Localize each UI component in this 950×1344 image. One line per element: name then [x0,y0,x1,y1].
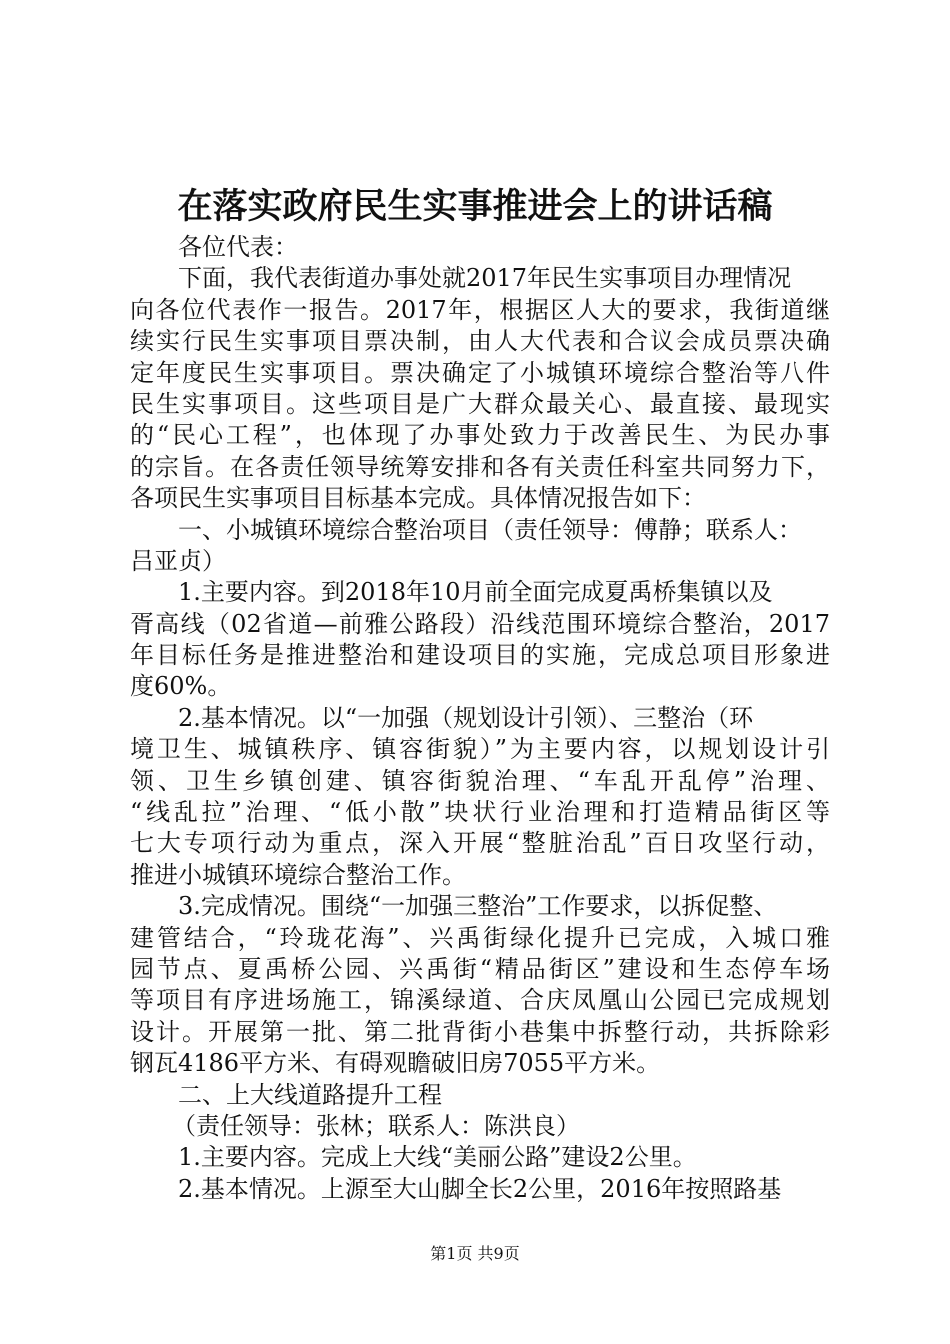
section-heading: 一、小城镇环境综合整治项目（责任领导：傅静；联系人： [178,515,802,544]
paragraph-line: 吕亚贞） [130,546,226,575]
paragraph-line: 定年度民生实事项目。票决确定了小城镇环境综合整治等八件 [130,358,830,387]
paragraph-line: 推进小城镇环境综合整治工作。 [130,860,466,889]
paragraph-line: 钢瓦4186平方米、有碍观瞻破旧房7055平方米。 [130,1049,661,1078]
paragraph-line: 向各位代表作一报告。2017年，根据区人大的要求，我街道继 [130,295,830,324]
paragraph-line: 续实行民生实事项目票决制，由人大代表和合议会成员票决确 [130,327,830,356]
paragraph-line: 2.基本情况。上源至大山脚全长2公里，2016年按照路基 [178,1174,782,1203]
paragraph-line: （责任领导：张林；联系人：陈洪良） [172,1111,580,1140]
paragraph-line: 园节点、夏禹桥公园、兴禹街“精品街区”建设和生态停车场 [130,954,830,983]
paragraph-line: 建管结合，“玲珑花海”、兴禹街绿化提升已完成，入城口雅 [130,923,830,952]
paragraph-line: 七大专项行动为重点，深入开展“整脏治乱”百日攻坚行动， [130,829,830,858]
paragraph-line: 民生实事项目。这些项目是广大群众最关心、最直接、最现实 [130,389,830,418]
paragraph-line: 各项民生实事项目目标基本完成。具体情况报告如下： [130,484,706,513]
paragraph-line: 设计。开展第一批、第二批背街小巷集中拆整行动，共拆除彩 [130,1017,830,1046]
section-heading: 二、上大线道路提升工程 [178,1080,442,1109]
document-body [130,232,830,1205]
paragraph-line: 等项目有序进场施工，锦溪绿道、合庆凤凰山公园已完成规划 [130,986,830,1015]
paragraph-line: 下面，我代表街道办事处就2017年民生实事项目办理情况 [178,264,792,293]
paragraph-line: 胥高线（02省道—前雅公路段）沿线范围环境综合整治，2017 [130,609,830,638]
document-title: 在落实政府民生实事推进会上的讲话稿 [177,186,773,227]
paragraph-line: 的宗旨。在各责任领导统筹安排和各有关责任科室共同努力下， [130,452,830,481]
paragraph-line: 2.基本情况。以“一加强（规划设计引领）、三整治（环 [178,703,754,732]
paragraph-line: 1.主要内容。到2018年10月前全面完成夏禹桥集镇以及 [178,578,773,607]
paragraph-line: 境卫生、城镇秩序、镇容街貌）”为主要内容，以规划设计引 [130,735,830,764]
paragraph-line: 领、卫生乡镇创建、镇容街貌治理、“车乱开乱停”治理、 [130,766,830,795]
paragraph-line: 各位代表： [178,233,298,261]
paragraph-line: 年目标任务是推进整治和建设项目的实施，完成总项目形象进 [130,641,830,670]
paragraph-line: 1.主要内容。完成上大线“美丽公路”建设2公里。 [178,1143,697,1172]
paragraph-line: 的“民心工程”，也体现了办事处致力于改善民生、为民办事 [130,421,830,450]
page-footer: 第1页 共9页 [430,1244,520,1263]
paragraph-line: “线乱拉”治理、“低小散”块状行业治理和打造精品街区等 [130,798,830,827]
paragraph-line: 度60%。 [130,672,232,701]
paragraph-line: 3.完成情况。围绕“一加强三整治”工作要求，以拆促整、 [178,892,778,921]
